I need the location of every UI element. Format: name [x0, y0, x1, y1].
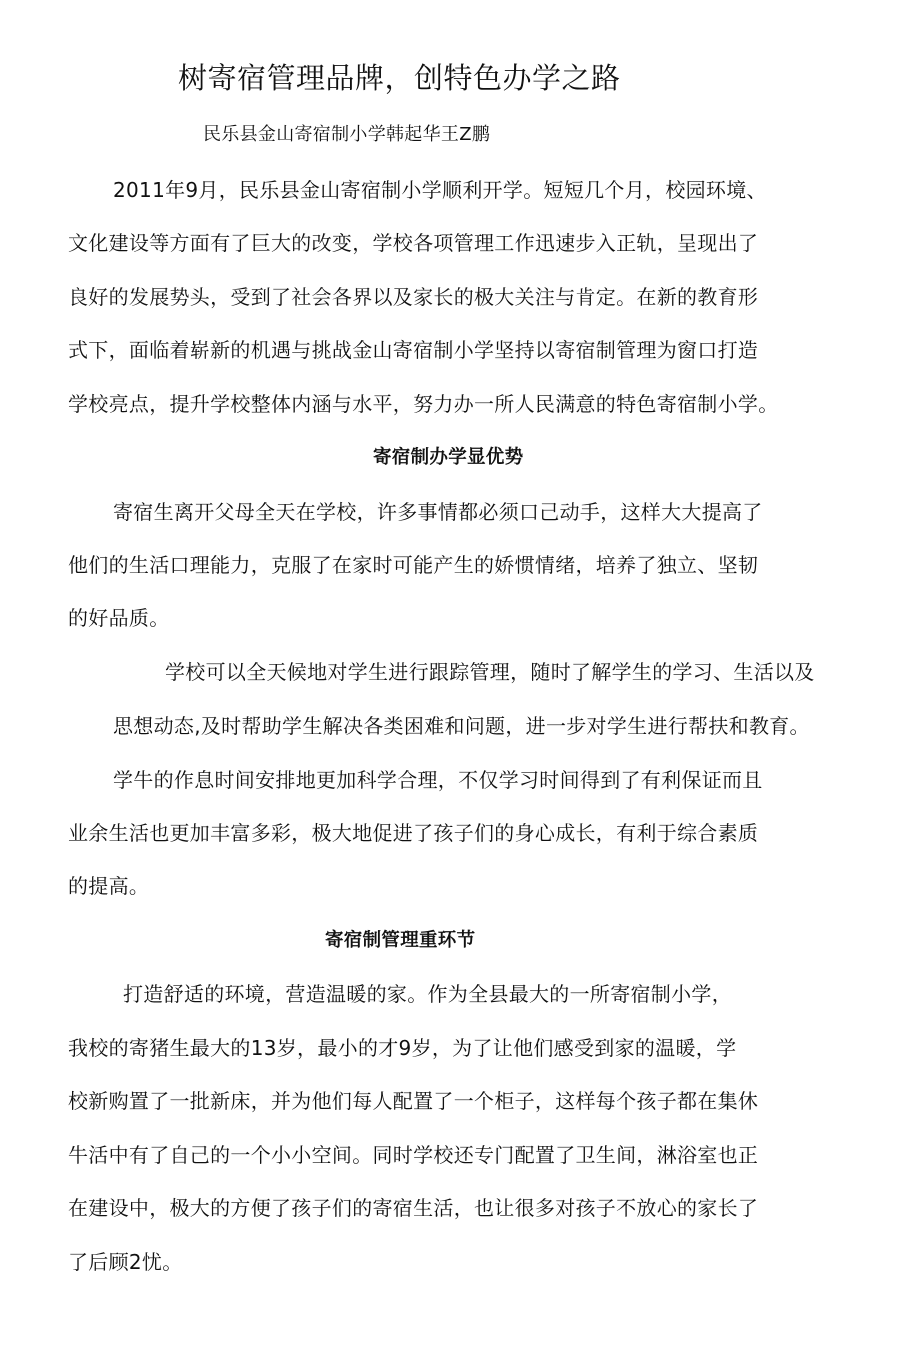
paragraph-line: 思想动态,及时帮助学生解决各类困难和问题，进一步对学生进行帮扶和教育。: [113, 714, 810, 738]
paragraph-line: 牛活中有了自己的一个小小空间。同时学校还专门配置了卫生间，淋浴室也正: [68, 1143, 759, 1167]
paragraph-line: 他们的生活口理能力，克服了在家时可能产生的娇惯情绪，培养了独立、坚韧: [68, 553, 759, 577]
paragraph-line: 学校亮点，提升学校整体内涵与水平，努力办一所人民满意的特色寄宿制小学。: [68, 392, 779, 416]
paragraph-line: 学牛的作息时间安排地更加科学合理，不仅学习时间得到了有利保证而且: [113, 768, 763, 792]
paragraph-line: 寄宿生离开父母全天在学校，许多事情都必须口己动手，这样大大提高了: [113, 500, 763, 524]
paragraph-line: 业余生活也更加丰富多彩，极大地促进了孩子们的身心成长，有利于综合素质: [68, 821, 759, 845]
paragraph-line: 打造舒适的环境，营造温暖的家。作为全县最大的一所寄宿制小学，: [123, 982, 732, 1006]
paragraph-line: 在建设中，极大的方便了孩子们的寄宿生活，也让很多对孩子不放心的家长了: [68, 1196, 759, 1220]
section-heading: 寄宿制管理重环节: [325, 930, 476, 951]
paragraph-line: 我校的寄猪生最大的13岁，最小的才9岁，为了让他们感受到家的温暖，学: [68, 1036, 737, 1060]
paragraph-line: 校新购置了一批新床，并为他们每人配置了一个柜子，这样每个孩子都在集休: [68, 1089, 759, 1113]
section-heading: 寄宿制办学显优势: [373, 447, 524, 468]
document-title: 树寄宿管理品牌，创特色办学之路: [178, 61, 621, 95]
paragraph-line: 2011年9月，民乐县金山寄宿制小学顺利开学。短短几个月，校园环境、: [113, 178, 767, 202]
paragraph-line: 式下，面临着崭新的机遇与挑战金山寄宿制小学坚持以寄宿制管理为窗口打造: [68, 338, 759, 362]
author-line: 民乐县金山寄宿制小学韩起华王Z鹏: [203, 124, 491, 145]
paragraph-line: 了后顾2忧。: [68, 1250, 183, 1274]
paragraph-line: 良好的发展势头，受到了社会各界以及家长的极大关注与肯定。在新的教育形: [68, 285, 759, 309]
paragraph-line: 文化建设等方面有了巨大的改变，学校各项管理工作迅速步入正轨，呈现出了: [68, 231, 759, 255]
paragraph-line: 的提高。: [68, 874, 150, 898]
paragraph-line: 学校可以全天候地对学生进行跟踪管理，随时了解学生的学习、生活以及: [165, 660, 815, 684]
paragraph-line: 的好品质。: [68, 606, 170, 630]
